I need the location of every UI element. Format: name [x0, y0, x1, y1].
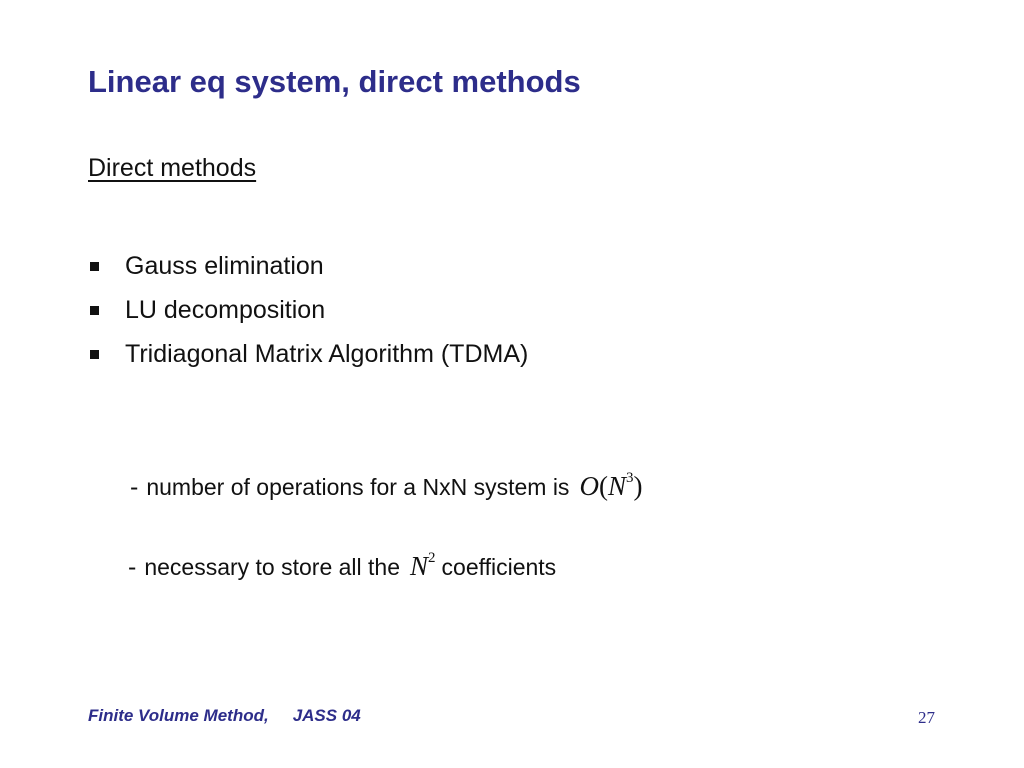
bullet-item: [88, 332, 528, 376]
square-bullet-icon: [90, 306, 99, 315]
bullet-text: Tridiagonal Matrix Algorithm (TDMA): [125, 339, 529, 368]
footer-caption: [88, 706, 361, 726]
storage-note: [128, 550, 556, 582]
page-number: 27: [918, 708, 935, 727]
slide-title: Linear eq system, direct methods: [88, 64, 581, 99]
footer-event: JASS 04: [292, 706, 361, 725]
formula-base: O: [579, 471, 599, 501]
square-bullet-icon: [90, 350, 99, 359]
note-dash: -: [128, 553, 137, 581]
storage-formula: [410, 550, 436, 582]
square-bullet-icon: [90, 262, 99, 271]
formula-variable: N: [607, 471, 626, 501]
formula-exponent: 3: [625, 470, 634, 486]
bullet-item: [88, 288, 528, 332]
bullet-item: [88, 244, 528, 288]
complexity-formula: [579, 470, 642, 502]
note-dash: -: [130, 473, 139, 501]
note-text-before: necessary to store all the: [144, 554, 401, 580]
section-heading: Direct methods: [88, 154, 257, 182]
note-text: number of operations for a NxN system is: [146, 474, 570, 500]
formula-open-paren: (: [598, 471, 608, 501]
bullet-text: Gauss elimination: [125, 251, 324, 280]
footer-course: Finite Volume Method,: [88, 706, 269, 725]
note-text-after: coefficients: [441, 554, 557, 580]
formula-exponent: 2: [428, 550, 436, 566]
operations-note: [130, 470, 648, 502]
bullet-text: LU decomposition: [125, 295, 326, 324]
bullet-list: [88, 244, 528, 376]
formula-close-paren: ): [633, 471, 643, 501]
formula-variable: N: [410, 551, 429, 581]
